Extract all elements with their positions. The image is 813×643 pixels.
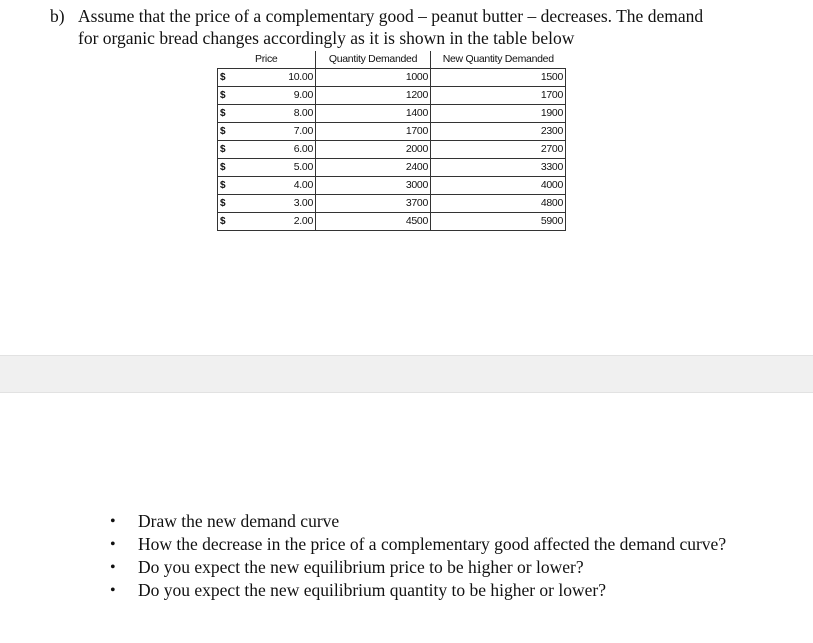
new-quantity-demanded-cell: 2700 (431, 141, 566, 159)
quantity-demanded-cell: 1200 (316, 87, 431, 105)
table-row (218, 141, 566, 159)
question-b-paragraph (50, 5, 790, 49)
quantity-demanded-cell: 2400 (316, 159, 431, 177)
currency-cell: $ (218, 105, 234, 123)
new-quantity-demanded-cell: 4000 (431, 177, 566, 195)
new-quantity-demanded-cell: 1900 (431, 105, 566, 123)
currency-cell: $ (218, 159, 234, 177)
question-text: Do you expect the new equilibrium price to be higher or lower? (138, 557, 584, 577)
list-item (110, 579, 770, 602)
question-label: b) (50, 6, 65, 26)
page-gap (0, 355, 813, 393)
quantity-demanded-cell: 1400 (316, 105, 431, 123)
bullet-icon: • (110, 582, 116, 599)
quantity-demanded-cell: 1000 (316, 69, 431, 87)
header-new-quantity-demanded: New Quantity Demanded (442, 53, 554, 65)
table-row (218, 123, 566, 141)
price-cell: 9.00 (233, 87, 316, 105)
header-price: Price (218, 51, 316, 69)
table-row (218, 159, 566, 177)
bullet-icon: • (110, 513, 116, 530)
bullet-icon: • (110, 559, 116, 576)
table-row (218, 177, 566, 195)
question-text: Do you expect the new equilibrium quantity to be higher or lower? (138, 580, 606, 600)
table-row (218, 105, 566, 123)
quantity-demanded-cell: 2000 (316, 141, 431, 159)
new-quantity-demanded-cell: 4800 (431, 195, 566, 213)
question-text-line2: for organic bread changes accordingly as it is shown in the table below (78, 28, 575, 48)
question-text: How the decrease in the price of a complementary good affected the demand curve? (138, 534, 727, 554)
list-item (110, 556, 770, 579)
table-body (218, 69, 566, 231)
quantity-demanded-cell: 1700 (316, 123, 431, 141)
table-row (218, 87, 566, 105)
question-text: Draw the new demand curve (138, 511, 340, 531)
question-text-line1: Assume that the price of a complementary good – peanut butter – decreases. The demand (78, 6, 704, 26)
price-cell: 7.00 (233, 123, 316, 141)
price-cell: 2.00 (233, 213, 316, 231)
table-row (218, 69, 566, 87)
new-quantity-demanded-cell: 5900 (431, 213, 566, 231)
question-b-line1 (50, 5, 790, 27)
table-header-row (218, 51, 566, 69)
price-cell: 3.00 (233, 195, 316, 213)
price-cell: 10.00 (233, 69, 316, 87)
quantity-demanded-cell: 4500 (316, 213, 431, 231)
price-cell: 4.00 (233, 177, 316, 195)
demand-table (217, 51, 566, 231)
table-row (218, 213, 566, 231)
quantity-demanded-cell: 3700 (316, 195, 431, 213)
currency-cell: $ (218, 141, 234, 159)
currency-cell: $ (218, 177, 234, 195)
new-quantity-demanded-cell: 1700 (431, 87, 566, 105)
list-item (110, 533, 770, 556)
quantity-demanded-cell: 3000 (316, 177, 431, 195)
new-quantity-demanded-cell: 3300 (431, 159, 566, 177)
currency-cell: $ (218, 87, 234, 105)
currency-cell: $ (218, 123, 234, 141)
header-quantity-demanded: Quantity Demanded (316, 51, 431, 69)
question-list (110, 510, 770, 602)
list-item (110, 510, 770, 533)
new-quantity-demanded-cell: 2300 (431, 123, 566, 141)
currency-cell: $ (218, 213, 234, 231)
currency-cell: $ (218, 195, 234, 213)
bullet-icon: • (110, 536, 116, 553)
new-quantity-demanded-cell: 1500 (431, 69, 566, 87)
table-row (218, 195, 566, 213)
price-cell: 6.00 (233, 141, 316, 159)
currency-cell: $ (218, 69, 234, 87)
price-cell: 8.00 (233, 105, 316, 123)
price-cell: 5.00 (233, 159, 316, 177)
